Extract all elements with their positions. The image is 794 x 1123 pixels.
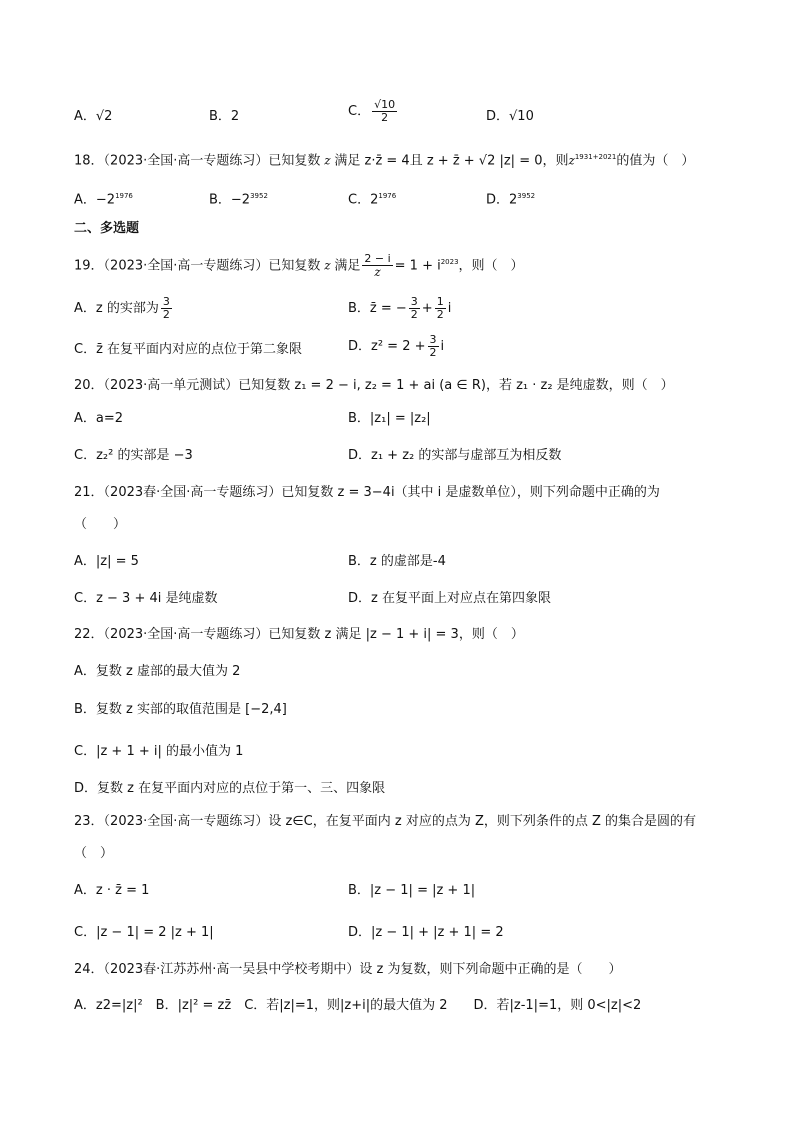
q19-option-a: A．z 的实部为 $\frac{3}{2}$ (74, 295, 170, 321)
q23-option-b: B．|z − 1| = |z + 1| (348, 883, 476, 898)
q23-stem: 23．（2023·全国·高一专题练习）设 z∈C，在复平面内 z 对应的点为 Z，则下列条件的点 Z 的集合是圆的有 (74, 814, 697, 829)
q22-option-d: D．复数 z 在复平面内对应的点位于第一、三、四象限 (74, 781, 386, 796)
q19-option-b: B．z̄ = − $\frac{3}{2}$ + $\frac{1}{2}$ i (348, 295, 452, 321)
q21-option-c: C．z − 3 + 4i 是纯虚数 (74, 591, 218, 606)
q21-option-d: D．z 在复平面上对应点在第四象限 (348, 591, 551, 606)
q24-stem: 24．（2023春·江苏苏州·高一吴县中学校考期中）设 z 为复数，则下列命题中正确的是（ ） (74, 962, 622, 977)
q18-option-c: C．$2^{1976}$ (348, 192, 397, 208)
q18-stem: 18．（2023·全国·高一专题练习）已知复数 z 满足 z·z̄ = 4且 z + z̄ + √2 |z| = 0，则$z^{1931+2021}$的值为（ ） (74, 153, 695, 169)
q23-option-d: D．|z − 1| + |z + 1| = 2 (348, 925, 504, 940)
q24-options: A．z2=|z|² B．|z|² = zz̄ C．若|z|=1，则|z+i|的最大值为 2 D．若|z-1|=1，则 0<|z|<2 (74, 998, 642, 1013)
q22-option-a: A．复数 z 虚部的最大值为 2 (74, 664, 241, 679)
q17-option-c-fraction: $\frac{√10}{2}$ (374, 98, 396, 124)
q23-option-a: A．z · z̄ = 1 (74, 883, 150, 898)
q22-option-c: C．|z + 1 + i| 的最小值为 1 (74, 744, 244, 759)
q21-option-b: B．z 的虚部是-4 (348, 554, 446, 569)
q20-option-d: D．z₁ + z₂ 的实部与虚部互为相反数 (348, 448, 562, 463)
q21-stem: 21．（2023春·全国·高一专题练习）已知复数 z = 3−4i（其中 i 是虚数单位），则下列命题中正确的为 (74, 485, 660, 500)
q18-option-a: A．$-2^{1976}$ (74, 192, 133, 208)
q20-option-b: B．|z₁| = |z₂| (348, 411, 431, 426)
q19-fraction: $\frac{2 - i}{z}$ (364, 252, 391, 280)
q17-option-d: D．√10 (486, 109, 534, 124)
q17-option-c-label: C． (348, 104, 371, 119)
q20-option-a: A．a=2 (74, 411, 124, 426)
q20-stem: 20．（2023·高一单元测试）已知复数 z₁ = 2 − i, z₂ = 1 + ai (a ∈ R)，若 z₁ · z₂ 是纯虚数，则（ ） (74, 378, 674, 393)
q17-option-a: A．√2 (74, 109, 113, 124)
q19-option-d: D．z² = 2 + $\frac{3}{2}$ i (348, 333, 445, 359)
q22-stem: 22．（2023·全国·高一专题练习）已知复数 z 满足 |z − 1 + i| = 3，则（ ） (74, 627, 524, 642)
q18-option-b: B．$-2^{3952}$ (209, 192, 268, 208)
q20-option-c: C．z₂² 的实部是 −3 (74, 448, 193, 463)
q21-option-a: A．|z| = 5 (74, 554, 139, 569)
section-heading-multiple-choice: 二、多选题 (74, 221, 140, 236)
q21-stem-paren: （ ） (74, 517, 127, 532)
q23-option-c: C．|z − 1| = 2 |z + 1| (74, 925, 214, 940)
q23-stem-paren: （ ） (74, 846, 114, 861)
q17-option-c (348, 99, 399, 124)
q22-option-b: B．复数 z 实部的取值范围是 [−2,4] (74, 702, 287, 717)
q19-option-c: C．z̄ 在复平面内对应的点位于第二象限 (74, 342, 303, 357)
q19-stem: 19．（2023·全国·高一专题练习）已知复数 z 满足 $\frac{2 - i}{z}$ = $1 + i^{2023}$，则（ ） (74, 252, 524, 280)
q17-option-b: B．2 (209, 109, 240, 124)
q18-option-d: D．$2^{3952}$ (486, 192, 536, 208)
